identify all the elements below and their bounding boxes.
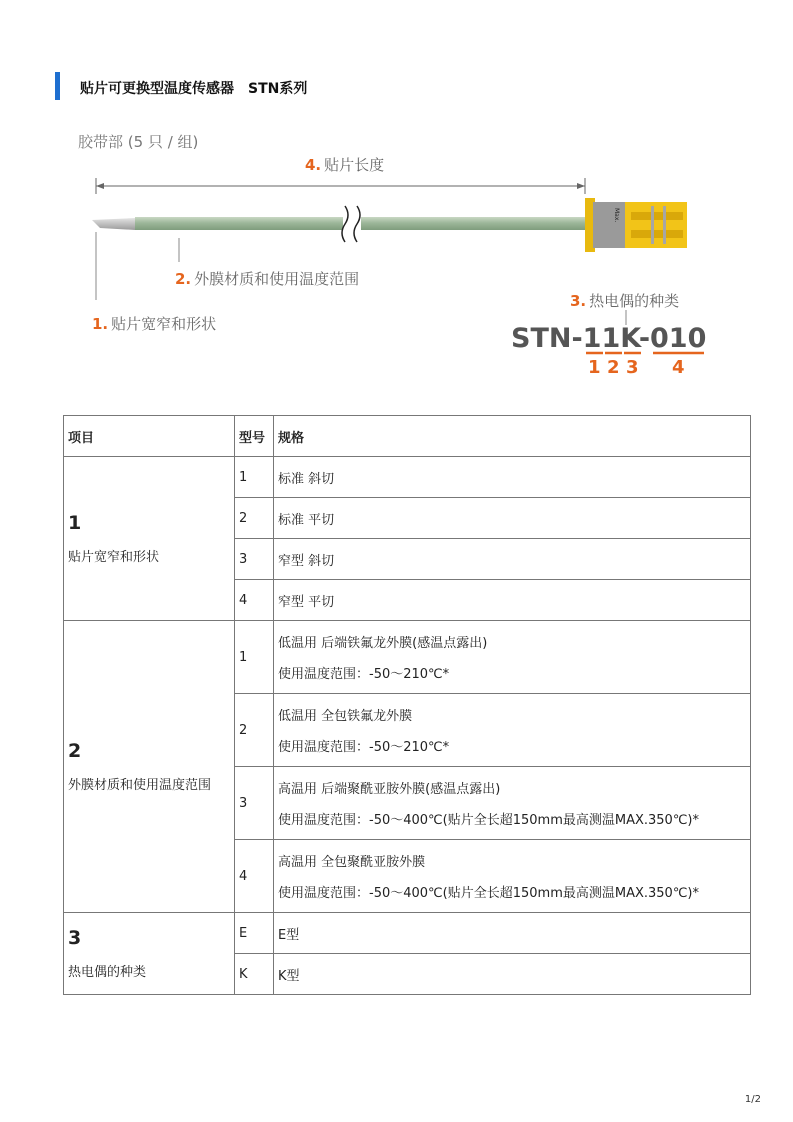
- connector-blade-1: [651, 206, 654, 244]
- label-3: [570, 292, 679, 310]
- spec-line-2: 使用温度范围：-50～400℃(贴片全长超150mm最高测温MAX.350℃)*: [278, 886, 699, 901]
- item-number: 2: [68, 740, 82, 762]
- label-4-num: 4.: [305, 156, 322, 174]
- code-cell: 4: [235, 840, 274, 913]
- label-1: [92, 315, 216, 333]
- page-title: [80, 78, 307, 98]
- spec-cell: K型: [274, 954, 751, 995]
- label-4-text: 贴片长度: [324, 156, 385, 174]
- spec-line-1: 低温用 后端铁氟龙外膜(感温点露出): [278, 636, 488, 651]
- spec-cell: 标准 斜切: [274, 457, 751, 498]
- table-header-row: [64, 416, 751, 457]
- spec-line-2: 使用温度范围：-50～400℃(贴片全长超150mm最高测温MAX.350℃)*: [278, 813, 699, 828]
- spec-line-1: 高温用 后端聚酰亚胺外膜(感温点露出): [278, 782, 501, 797]
- item-name: 热电偶的种类: [68, 965, 147, 980]
- item-number: 1: [68, 512, 82, 534]
- connector-text: Max.: [613, 208, 620, 223]
- sensor-diagram: [75, 120, 725, 380]
- item-number: 3: [68, 927, 82, 949]
- label-2-num: 2.: [175, 270, 192, 288]
- spec-line-1: 高温用 全包聚酰亚胺外膜: [278, 855, 426, 870]
- code-cell: 4: [235, 580, 274, 621]
- code-cell: K: [235, 954, 274, 995]
- connector-pin-bottom: [631, 230, 683, 238]
- connector-blade-2: [663, 206, 666, 244]
- table-row: [64, 457, 751, 498]
- spec-cell: [274, 621, 751, 694]
- code-cell: 3: [235, 539, 274, 580]
- header-item: 项目: [64, 416, 235, 457]
- spec-cell: 窄型 平切: [274, 580, 751, 621]
- label-1-num: 1.: [92, 315, 109, 333]
- item-cell-1: [64, 457, 235, 621]
- code-cell: E: [235, 913, 274, 954]
- spec-cell: [274, 840, 751, 913]
- dimension-arrow-right: [577, 183, 585, 189]
- label-4: [305, 156, 384, 174]
- code-digit-1: 1: [588, 357, 601, 378]
- table-row: [64, 621, 751, 694]
- code-cell: 2: [235, 498, 274, 539]
- code-digit-4: 4: [672, 357, 685, 378]
- dimension-arrow-left: [96, 183, 104, 189]
- label-2: [175, 270, 359, 288]
- label-3-num: 3.: [570, 292, 587, 310]
- spec-line-2: 使用温度范围：-50～210℃*: [278, 740, 450, 755]
- spec-line-1: 低温用 全包铁氟龙外膜: [278, 709, 413, 724]
- code-cell: 1: [235, 457, 274, 498]
- code-digit-2: 2: [607, 357, 620, 378]
- code-cell: 3: [235, 767, 274, 840]
- code-digit-3: 3: [626, 357, 639, 378]
- label-3-text: 热电偶的种类: [589, 292, 680, 310]
- spec-cell: 标准 平切: [274, 498, 751, 539]
- table-row: [64, 913, 751, 954]
- connector-pin-top: [631, 212, 683, 220]
- series-name: STN系列: [248, 81, 308, 97]
- title-accent-bar: [55, 72, 60, 100]
- label-1-text: 贴片宽窄和形状: [111, 315, 217, 333]
- tape-label: 胶带部 (5 只 / 组): [78, 133, 199, 151]
- spec-cell: 窄型 斜切: [274, 539, 751, 580]
- page-title-text: 贴片可更换型温度传感器: [80, 81, 234, 97]
- item-name: 外膜材质和使用温度范围: [68, 778, 212, 793]
- connector-body: [625, 202, 687, 248]
- spec-line-2: 使用温度范围：-50～210℃*: [278, 667, 450, 682]
- code-cell: 1: [235, 621, 274, 694]
- spec-cell: E型: [274, 913, 751, 954]
- item-cell-2: [64, 621, 235, 913]
- sensor-illustration: [75, 120, 725, 380]
- header-code: 型号: [235, 416, 274, 457]
- spec-cell: [274, 694, 751, 767]
- item-name: 贴片宽窄和形状: [68, 550, 160, 565]
- label-2-text: 外膜材质和使用温度范围: [194, 270, 360, 288]
- spec-cell: [274, 767, 751, 840]
- page-number: 1/2: [744, 1094, 761, 1105]
- item-cell-3: [64, 913, 235, 995]
- model-code: STN-11K-010: [511, 323, 707, 354]
- code-cell: 2: [235, 694, 274, 767]
- spec-table: [63, 415, 751, 995]
- header-spec: 规格: [274, 416, 751, 457]
- sensor-tip: [92, 218, 135, 230]
